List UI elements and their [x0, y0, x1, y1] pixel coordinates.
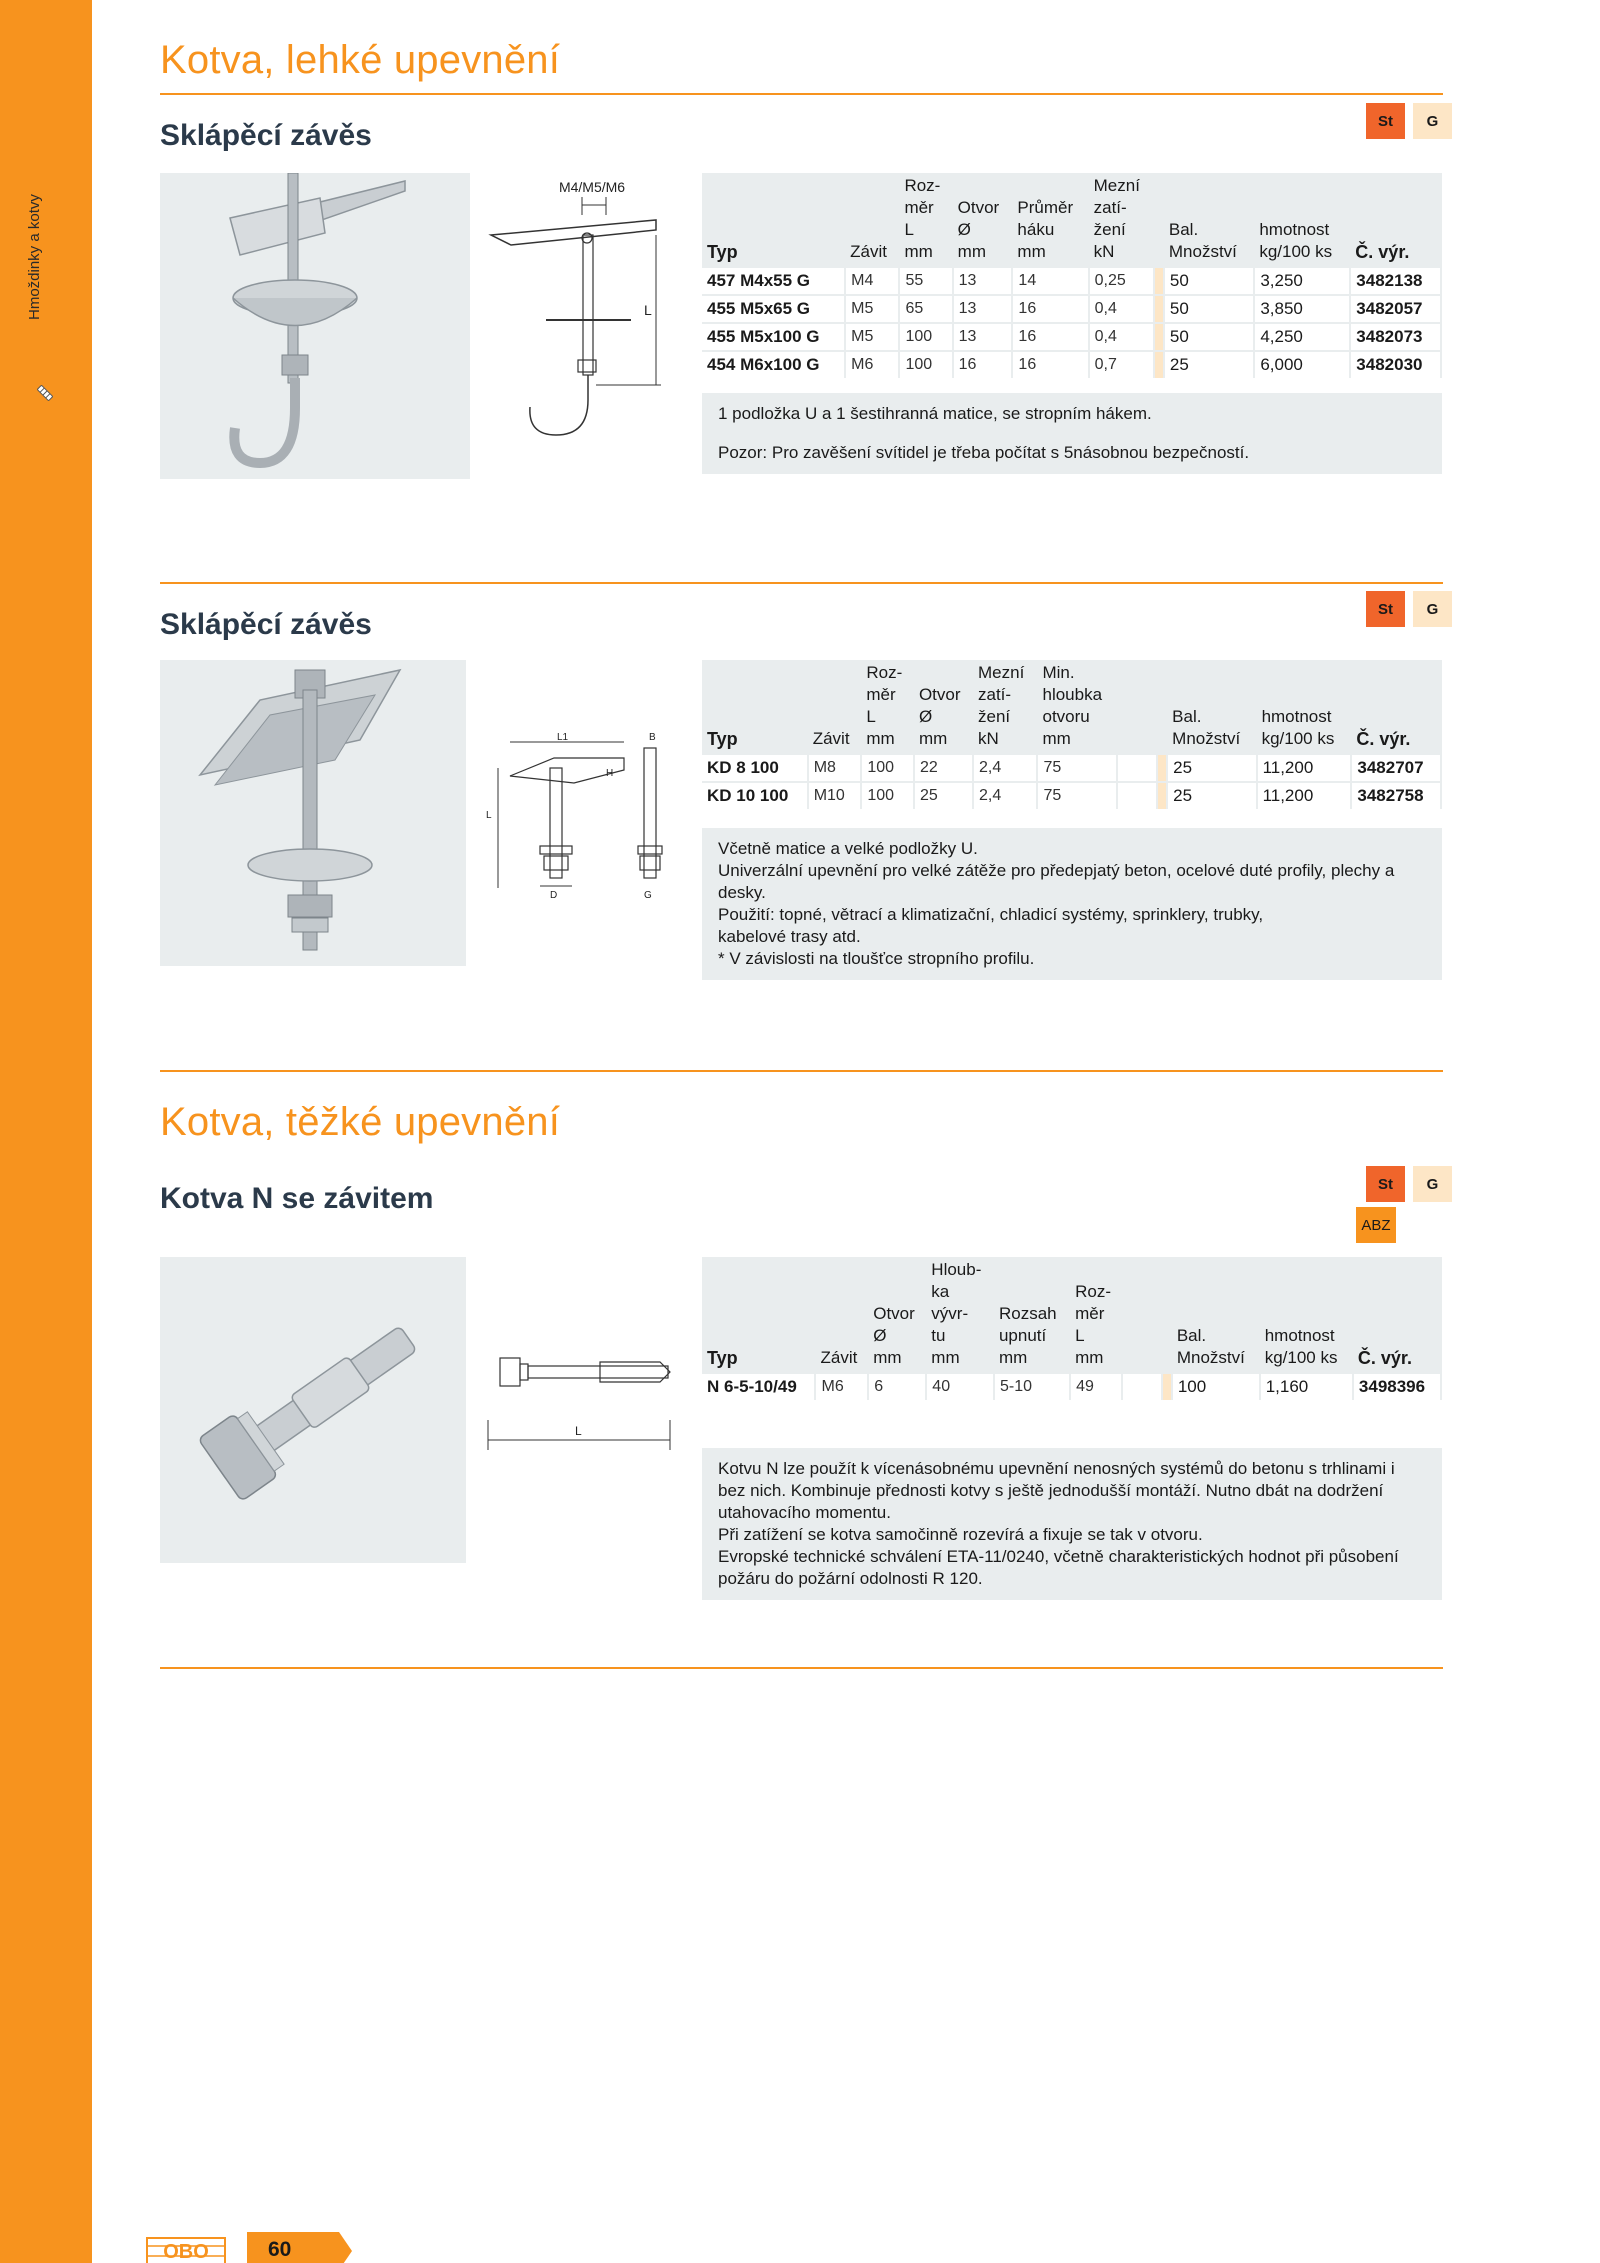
product-title: Sklápěcí závěs	[160, 119, 372, 152]
svg-text:OBO: OBO	[163, 2241, 209, 2263]
badge-g: G	[1413, 103, 1452, 139]
col-header-hmotnost: hmotnost kg/100 ks	[1261, 707, 1335, 748]
svg-text:L: L	[486, 810, 492, 821]
section-title-heavy: Kotva, těžké upevnění	[160, 1100, 561, 1144]
badge-st: St	[1366, 1166, 1405, 1202]
col-header-zatizeni: Mezní zatí- žení kN	[1093, 176, 1140, 261]
drawing-label-thread: M4/M5/M6	[558, 179, 626, 195]
page-number: 60	[268, 2238, 292, 2261]
section-rule	[160, 1667, 1443, 1669]
drawing-label-length: L	[644, 302, 652, 318]
col-header-typ: Typ	[707, 242, 738, 262]
technical-drawing-wedge-anchor	[480, 1340, 680, 1465]
product-notes-1: 1 podložka U a 1 šestihranná matice, se stropním hákem. Pozor: Pro zavěšení svítidel je třeba počítat s 5násobnou bezpečností.	[702, 393, 1442, 474]
col-header-zatizeni: Mezní zatí- žení kN	[978, 663, 1025, 748]
technical-drawing-toggle-bolt	[484, 728, 674, 898]
svg-text:G: G	[644, 890, 652, 898]
col-header-rozsah: Rozsah upnutí mm	[998, 1304, 1057, 1367]
badge-st: St	[1366, 591, 1405, 627]
product-title: Sklápěcí závěs	[160, 608, 372, 641]
product-notes-2: Včetně matice a velké podložky U. Univerzální upevnění pro velké zátěže pro předepjatý beton, ocelové duté profily, plechy a desky. Použití: topné, větrací a klimatizační, chladicí systémy, sprinklery, trubky, kabelové trasy atd. * V závislosti na tloušťce stropního profilu.	[702, 828, 1442, 980]
sidebar-strip	[0, 0, 92, 2263]
badge-abz: ABZ	[1356, 1207, 1396, 1243]
section-rule	[160, 582, 1443, 584]
table-row: 455 M5x100 G M5 100 13 16 0,4 50 4,250 3482073	[702, 323, 1441, 351]
col-header-bal: Bal. Množství	[1172, 707, 1241, 748]
spec-table-3	[702, 1257, 1442, 1400]
product-photo-toggle-hook	[160, 173, 470, 479]
table-row: KD 10 100 M10 100 25 2,4 75 25 11,200 3482758	[702, 782, 1441, 809]
dowel-icon	[34, 382, 56, 404]
badge-g: G	[1413, 1166, 1452, 1202]
product-photo-wedge-anchor	[160, 1257, 466, 1563]
col-header-hmotnost: hmotnost kg/100 ks	[1259, 220, 1333, 261]
section-rule	[160, 1070, 1443, 1072]
col-header-typ: Typ	[707, 729, 738, 749]
col-header-cislo: Č. výr.	[1355, 242, 1410, 262]
col-header-rozmer: Roz- měr L mm	[1075, 1282, 1112, 1367]
section-rule	[160, 93, 1443, 95]
col-header-otvor: Otvor Ø mm	[918, 685, 961, 748]
badge-g: G	[1413, 591, 1452, 627]
product-notes-3: Kotvu N lze použít k vícenásobnému upevnění nenosných systémů do betonu s trhlinami i bez nich. Kombinuje přednosti kotvy s ještě jednodušší montáží. Nutno dbát na dodržení utahovacího momentu. Při zatížení se kotva samočinně rozevírá a fixuje se tak v otvoru. Evropské technické schválení ETA-11/0240, včetně charakteristických hodnot při působení požáru do požární odolnosti R 120.	[702, 1448, 1442, 1600]
obo-logo	[146, 2237, 226, 2263]
section-title-light: Kotva, lehké upevnění	[160, 38, 561, 82]
table-row: N 6-5-10/49 M6 6 40 5-10 49 100 1,160 3498396	[702, 1373, 1441, 1400]
table-row: 454 M6x100 G M6 100 16 16 0,7 25 6,000 3482030	[702, 351, 1441, 378]
spec-table-2	[702, 660, 1442, 809]
svg-text:D: D	[550, 890, 558, 898]
col-header-bal: Bal. Množství	[1176, 1326, 1245, 1367]
col-header-zavit: Závit	[850, 242, 887, 261]
badge-st: St	[1366, 103, 1405, 139]
svg-text:L: L	[575, 1424, 582, 1438]
svg-text:L1: L1	[557, 732, 569, 743]
technical-drawing-hook	[486, 175, 671, 480]
col-header-zavit: Závit	[820, 1348, 858, 1367]
col-header-hmotnost: hmotnost kg/100 ks	[1264, 1326, 1338, 1367]
col-header-rozmer: Roz- měr L mm	[866, 663, 903, 748]
product-title: Kotva N se závitem	[160, 1182, 434, 1215]
col-header-cislo: Č. výr.	[1357, 1348, 1412, 1368]
page-number-tab	[247, 2232, 352, 2263]
col-header-bal: Bal. Množství	[1168, 220, 1237, 261]
svg-text:H: H	[606, 768, 614, 779]
col-header-zavit: Závit	[812, 729, 850, 748]
col-header-cislo: Č. výr.	[1356, 729, 1411, 749]
sidebar-label: Hmoždinky a kotvy	[26, 194, 43, 320]
table-row: KD 8 100 M8 100 22 2,4 75 25 11,200 3482707	[702, 754, 1441, 782]
col-header-otvor: Otvor Ø mm	[873, 1304, 915, 1367]
col-header-typ: Typ	[707, 1348, 738, 1368]
col-header-hak: Průměr háku mm	[1017, 198, 1074, 261]
col-header-rozmer: Roz- měr L mm	[904, 176, 941, 261]
spec-table-1	[702, 173, 1442, 378]
col-header-otvor: Otvor Ø mm	[957, 198, 1000, 261]
col-header-hloubka: Hloub- ka vývr- tu mm	[931, 1260, 982, 1367]
product-photo-toggle-bolt	[160, 660, 466, 966]
svg-text:B: B	[649, 732, 656, 743]
table-row: 457 M4x55 G M4 55 13 14 0,25 50 3,250 3482138	[702, 267, 1441, 295]
col-header-hloubka: Min. hloubka otvoru mm	[1042, 663, 1103, 748]
table-row: 455 M5x65 G M5 65 13 16 0,4 50 3,850 3482057	[702, 295, 1441, 323]
